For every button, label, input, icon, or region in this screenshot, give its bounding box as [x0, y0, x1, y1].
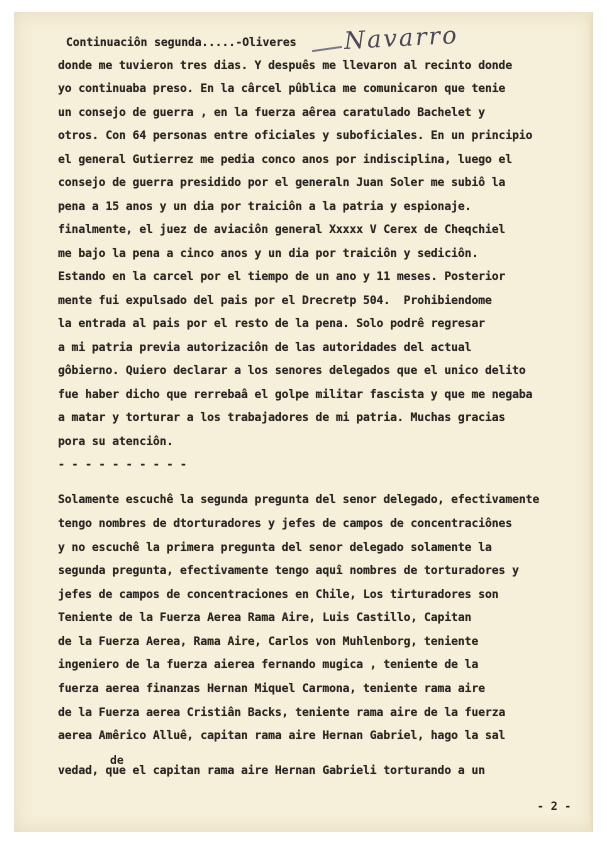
text-line: mente fui expulsado del pais por el Drecretp 504. Prohibiendome: [58, 293, 492, 307]
text-line: gôbierno. Quiero declarar a los senores delegados que el unico delito: [58, 363, 526, 377]
text-line: vedad, que el capitan rama aire Hernan Gabrieli torturando a un: [58, 763, 485, 777]
text-line: fuerza aerea finanzas Hernan Miquel Carmona, teniente rama aire: [58, 681, 485, 695]
handwritten-annotation: Navarro: [343, 21, 460, 55]
text-line: aerea Amêrico Alluê, capitan rama aire Hernan Gabriel, hago la sal: [58, 728, 506, 742]
text-line: Continuaciôn segunda.....-Oliveres: [66, 35, 297, 49]
text-line: de la Fuerza aerea Cristiân Backs, teniente rama aire de la fuerza: [58, 705, 506, 719]
text-line: segunda pregunta, efectivamente tengo aquî nombres de torturadores y: [58, 563, 519, 577]
text-line: yo continuaba preso. En la cârcel pûblica me comunicaron que tenie: [58, 81, 506, 95]
text-line: un consejo de guerra , en la fuerza aêrea caratulado Bachelet y: [58, 105, 485, 119]
text-line: pora su atenciôn.: [58, 434, 174, 448]
text-line: consejo de guerra presidido por el generaln Juan Soler me subiô la: [58, 175, 506, 189]
document-page: [14, 12, 593, 832]
text-line: ingeniero de la fuerza aierea fernando mugica , teniente de la: [58, 657, 479, 671]
text-line: Solamente escuchê la segunda pregunta del senor delegado, efectivamente: [58, 492, 540, 506]
text-line: y no escuchê la primera pregunta del senor delegado solamente la: [58, 540, 492, 554]
page-number: - 2 -: [537, 799, 572, 813]
text-line: fue haber dicho que rerrebaâ el golpe militar fascista y que me negaba: [58, 387, 533, 401]
text-line: pena a 15 anos y un dia por traiciôn a la patria y espionaje.: [58, 199, 472, 213]
text-line: el general Gutierrez me pedia conco anos por indisciplina, luego el: [58, 152, 513, 166]
text-line: jefes de campos de concentraciones en Chile, Los tirturadores son: [58, 587, 499, 601]
text-line: tengo nombres de dtorturadores y jefes de campos de concentraciônes: [58, 516, 513, 530]
text-line: a mi patria previa autorizaciôn de las autoridades del actual: [58, 340, 472, 354]
text-line: la entrada al pais por el resto de la pena. Solo podrê regresar: [58, 316, 485, 330]
text-line: donde me tuvieron tres dias. Y despuês me llevaron al recinto donde: [58, 58, 513, 72]
text-line: Estando en la carcel por el tiempo de un ano y 11 meses. Posterior: [58, 269, 506, 283]
superscript-insertion: de: [110, 753, 124, 767]
separator-dashes: - - - - - - - - - -: [58, 457, 187, 471]
text-line: a matar y torturar a los trabajadores de mi patria. Muchas gracias: [58, 410, 506, 424]
pen-stroke-mark: [312, 46, 342, 52]
text-line: de la Fuerza Aerea, Rama Aire, Carlos von Muhlenborg, teniente: [58, 634, 479, 648]
text-line: otros. Con 64 personas entre oficiales y suboficiales. En un principio: [58, 128, 533, 142]
text-line: Teniente de la Fuerza Aerea Rama Aire, Luis Castillo, Capitan: [58, 610, 472, 624]
text-line: finalmente, el juez de aviaciôn general Xxxxx V Cerex de Cheqchiel: [58, 222, 506, 236]
text-line: me bajo la pena a cinco anos y un dia por traiciôn y sediciôn.: [58, 246, 479, 260]
